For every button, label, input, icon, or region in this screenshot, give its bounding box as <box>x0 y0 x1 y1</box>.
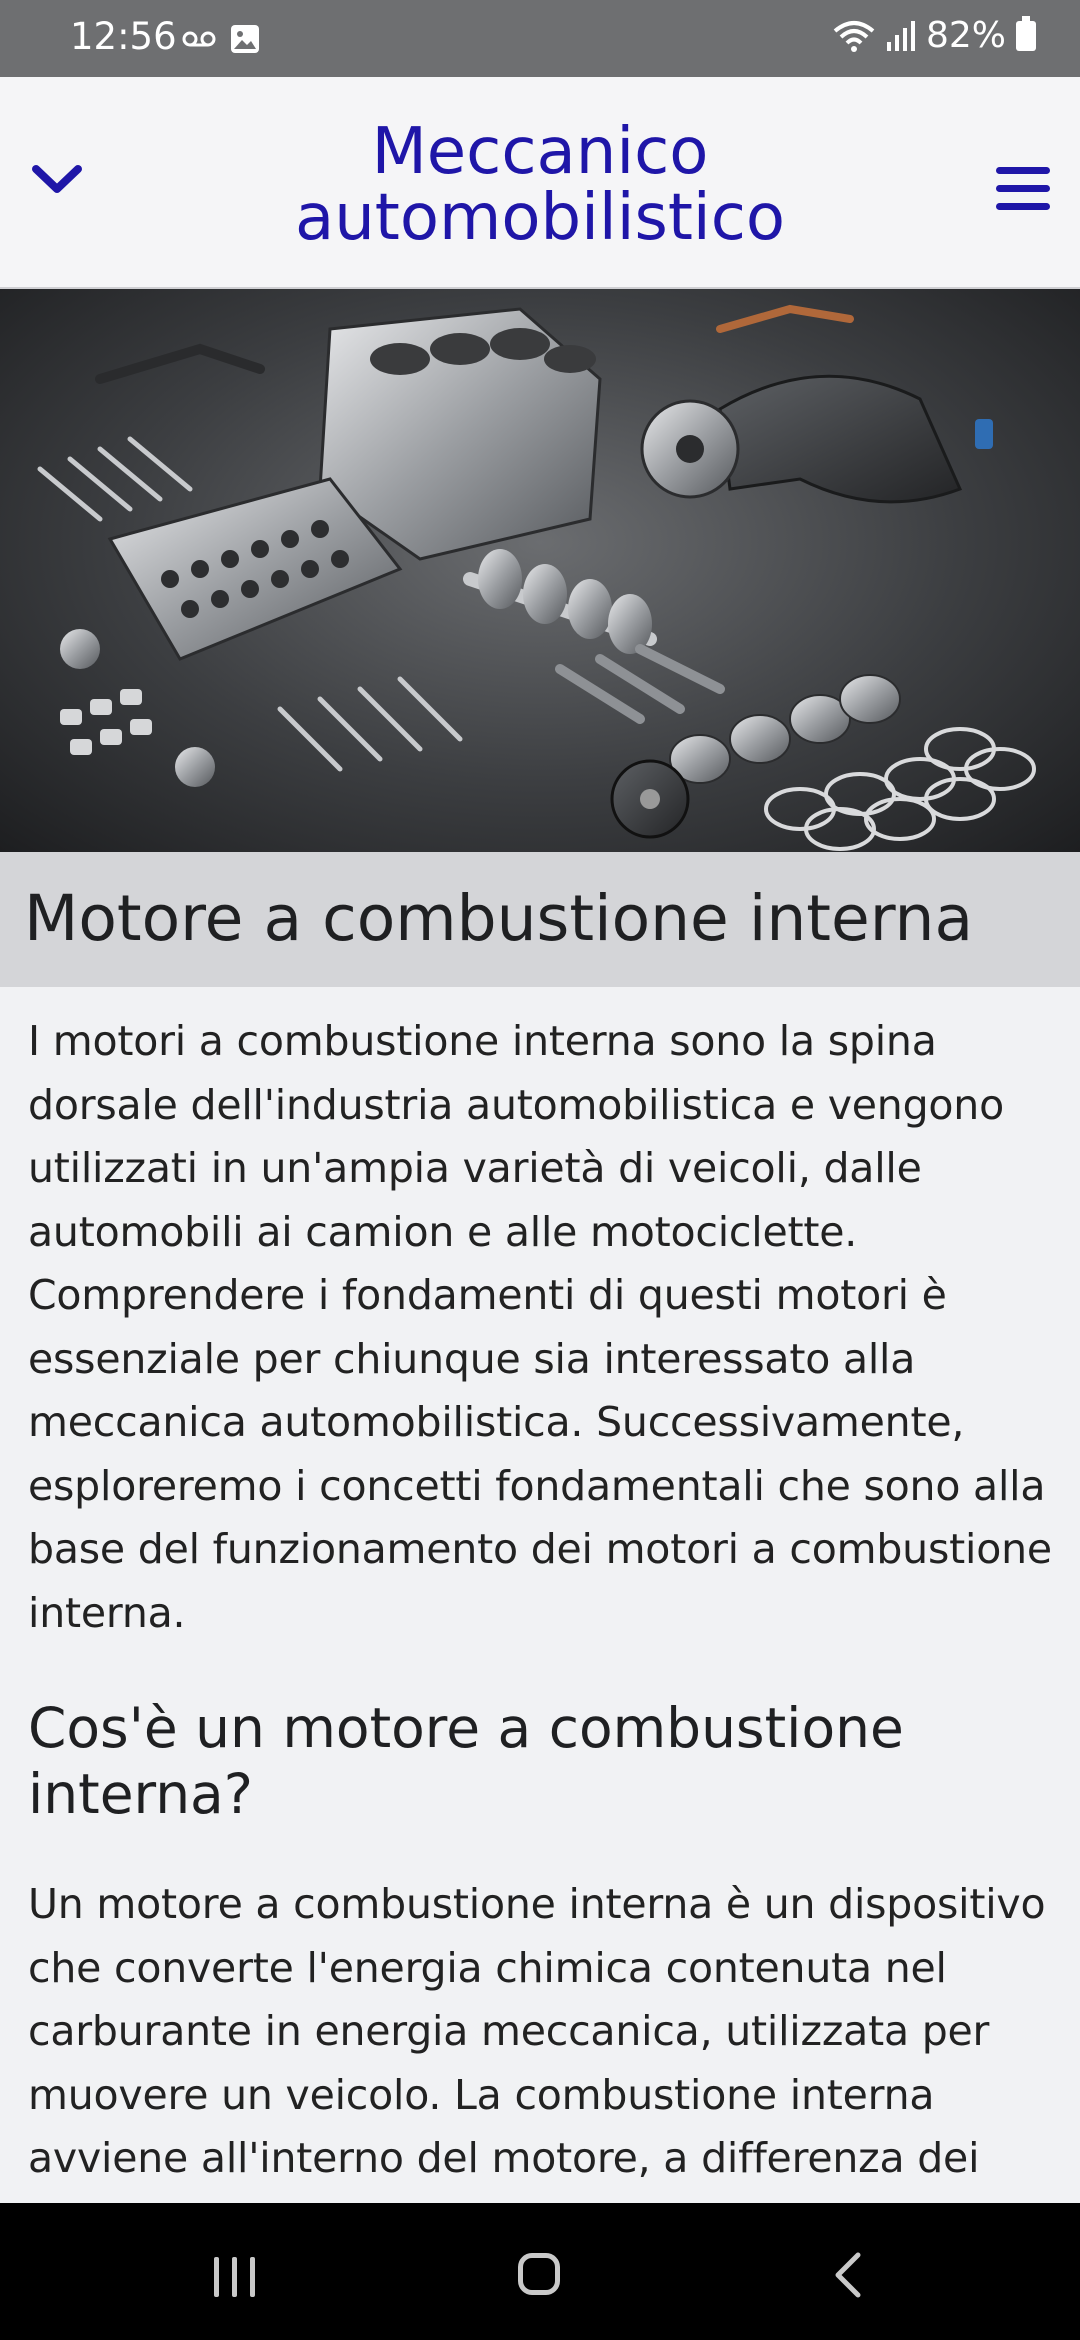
signal-icon <box>886 20 916 52</box>
navigation-bar <box>0 2203 1080 2340</box>
status-left-icons <box>182 24 260 54</box>
image-icon <box>230 24 260 54</box>
status-bar <box>0 0 1080 77</box>
status-right <box>832 15 1036 56</box>
voicemail-icon <box>182 29 216 49</box>
battery-icon <box>1016 21 1036 51</box>
recents-icon[interactable] <box>214 2257 264 2297</box>
article-subheading: Cos'è un motore a combustione interna? <box>28 1696 904 1826</box>
status-time: 12:56 <box>70 15 177 58</box>
section-header <box>0 852 1080 987</box>
home-icon[interactable] <box>518 2253 560 2295</box>
body-paragraph: Un motore a combustione interna è un dispositivo che converte l'energia chimica contenuta nel carburante in energia meccanica, utilizzata per muovere un veicolo. La combustione interna avviene all'interno del motore, a differenza dei <box>28 1880 1046 2182</box>
hamburger-menu-icon[interactable] <box>996 167 1056 211</box>
battery-percentage: 82% <box>925 15 1006 56</box>
article-content <box>28 1010 1058 2254</box>
chevron-down-icon[interactable] <box>26 147 88 209</box>
page-title: Meccanico automobilistico <box>294 115 786 255</box>
wifi-icon <box>832 19 876 53</box>
intro-paragraph: I motori a combustione interna sono la spina dorsale dell'industria automobilistica e vengono utilizzati in un'ampia varietà di veicoli, dalle automobili ai camion e alle motociclette. Comprendere i fondamenti di questi motori è essenziale per chiunque sia interessato alla meccanica automobilistica. Successivamente, esploreremo i concetti fondamentali che sono alla base del funzionamento dei motori a combustione interna. <box>28 1017 1052 1637</box>
engine-parts-image <box>0 289 1080 852</box>
app-header <box>0 77 1080 289</box>
back-icon[interactable] <box>828 2251 868 2299</box>
section-title: Motore a combustione interna <box>24 882 974 955</box>
